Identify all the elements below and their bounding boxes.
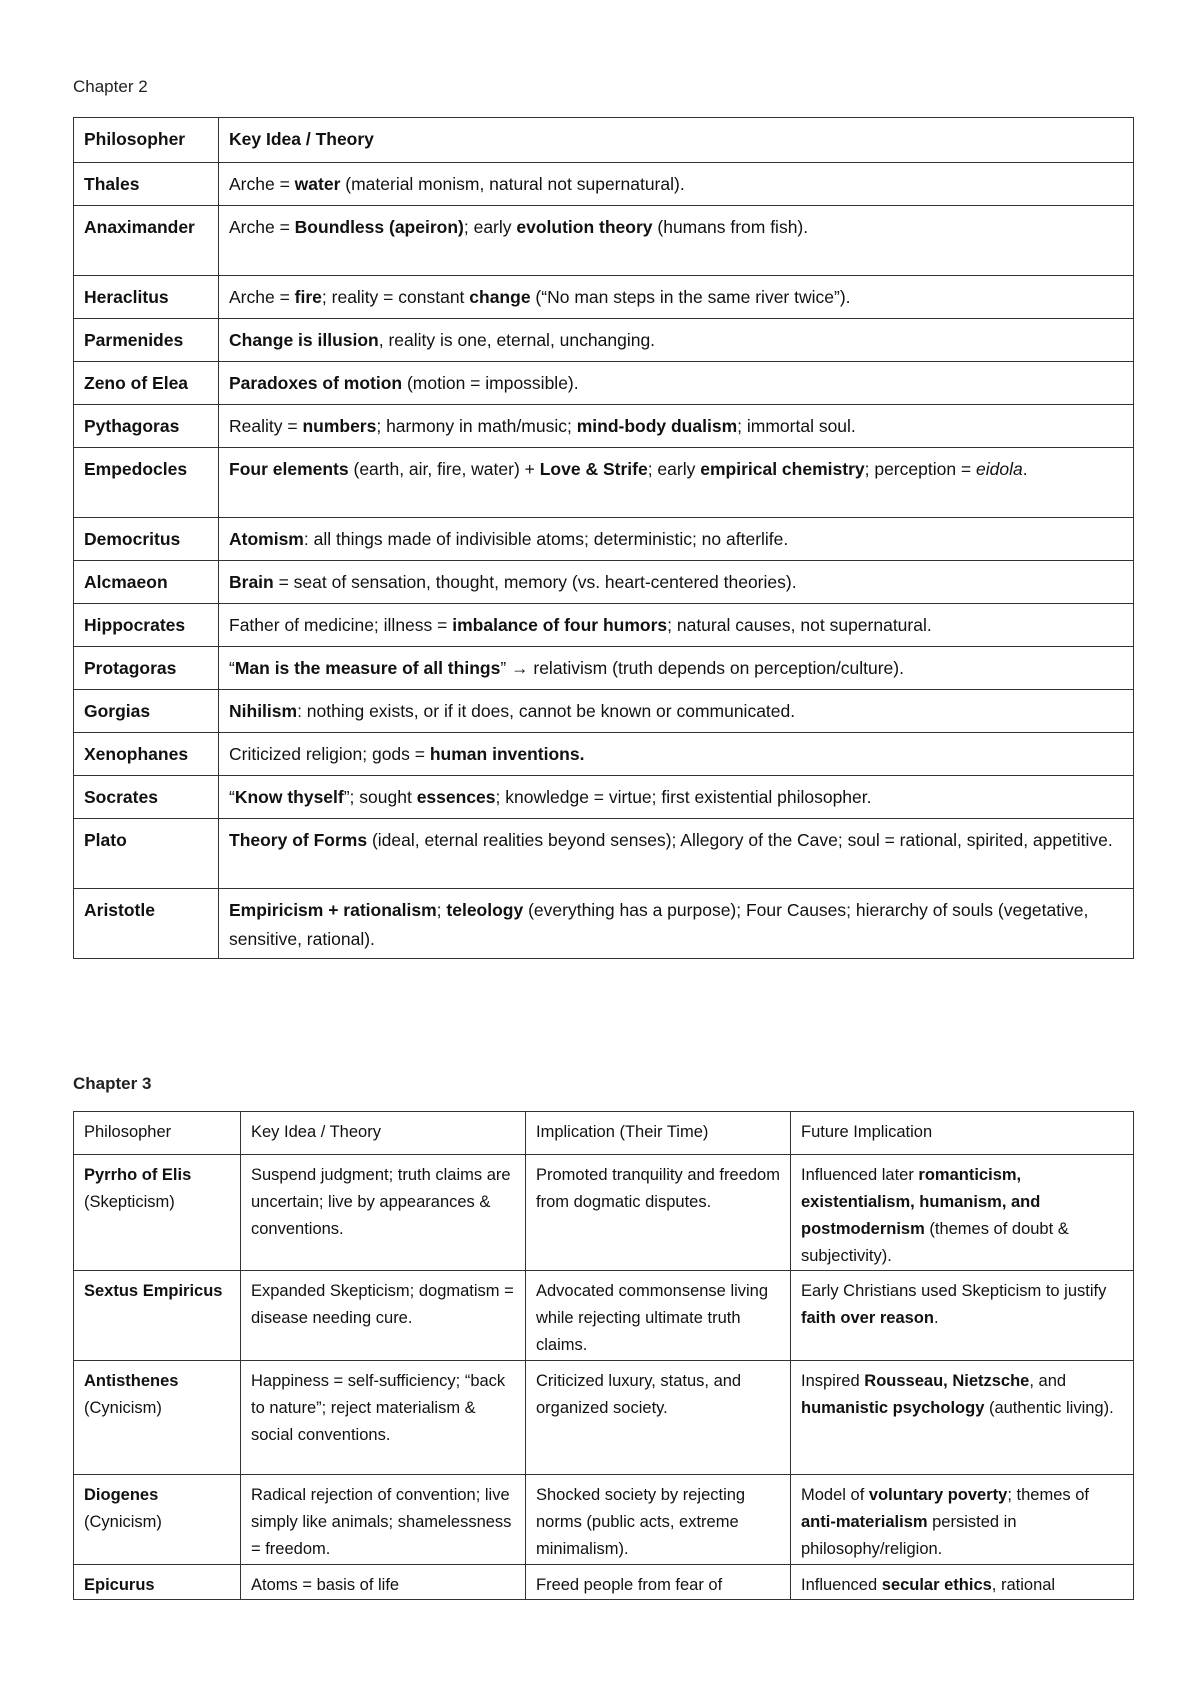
key-idea-cell (219, 163, 1134, 206)
text-run: ; natural causes, not supernatural. (667, 615, 932, 635)
chapter-3-table (73, 1111, 1134, 1600)
key-idea-cell (219, 362, 1134, 405)
philosopher-cell (74, 1155, 241, 1271)
key-idea-cell (219, 819, 1134, 889)
table-row (74, 1361, 1134, 1475)
text-run: (“No man steps in the same river twice”). (530, 287, 851, 307)
text-run: Arche = (229, 287, 295, 307)
future-implication-cell (791, 1475, 1134, 1565)
text-run: Criticized luxury, status, and organized society. (536, 1372, 742, 1417)
text-run: imbalance of four humors (452, 615, 668, 635)
key-idea-cell (219, 405, 1134, 448)
text-run: Father of medicine; illness = (229, 615, 453, 635)
text-run: faith over reason (801, 1309, 934, 1327)
text-run: (authentic living). (984, 1399, 1114, 1417)
text-run: secular ethics (881, 1576, 992, 1594)
philosopher-cell (74, 1565, 241, 1600)
text-run: anti-materialism (801, 1513, 928, 1531)
text-run: , reality is one, eternal, unchanging. (378, 330, 656, 350)
key-idea-cell (219, 518, 1134, 561)
text-run: Theory of Forms (229, 830, 368, 850)
table-row (74, 206, 1134, 276)
key-idea-cell (241, 1271, 526, 1361)
philosopher-name: Gorgias (74, 690, 219, 733)
text-run: Inspired (801, 1372, 865, 1390)
text-run: Arche = (229, 174, 295, 194)
table-header-row (74, 1112, 1134, 1155)
text-run: Promoted tranquility and freedom from dogmatic disputes. (536, 1166, 780, 1211)
text-run: human inventions. (429, 744, 585, 764)
table-row (74, 604, 1134, 647)
table-row (74, 776, 1134, 819)
table-row (74, 163, 1134, 206)
text-run: essences (416, 787, 496, 807)
text-run: Model of (801, 1486, 869, 1504)
text-run: Freed people from fear of (536, 1576, 723, 1594)
table-row (74, 448, 1134, 518)
text-run: ; (436, 900, 447, 920)
text-run: Brain (229, 572, 274, 592)
implication-cell (526, 1361, 791, 1475)
philosopher-name: Zeno of Elea (74, 362, 219, 405)
philosopher-cell (74, 1361, 241, 1475)
text-run: romanticism, existentialism, humanism, and postmodernism (801, 1166, 1041, 1238)
text-run: eidola (976, 459, 1023, 479)
chapter-3-heading: Chapter 3 (73, 1074, 152, 1093)
text-run: Criticized religion; gods = (229, 744, 430, 764)
philosopher-name: Aristotle (74, 889, 219, 959)
text-run: Expanded Skepticism; dogmatism = disease needing cure. (251, 1282, 514, 1327)
text-run: Pyrrho of Elis (84, 1166, 192, 1184)
text-run: ; themes of (1007, 1486, 1089, 1504)
table-header-row (74, 118, 1134, 163)
key-idea-cell (219, 206, 1134, 276)
text-run: Boundless (apeiron) (294, 217, 464, 237)
text-run: change (469, 287, 531, 307)
key-idea-cell (241, 1475, 526, 1565)
text-run: Know thyself (234, 787, 344, 807)
text-run: Nihilism (229, 701, 298, 721)
text-run: (Cynicism) (84, 1513, 162, 1531)
philosopher-name: Alcmaeon (74, 561, 219, 604)
text-run: Paradoxes of motion (229, 373, 403, 393)
table-row (74, 1155, 1134, 1271)
text-run: ; early (463, 217, 517, 237)
text-run: (Skepticism) (84, 1193, 175, 1211)
text-run: ; early (647, 459, 701, 479)
text-run: evolution theory (516, 217, 653, 237)
text-run: teleology (446, 900, 524, 920)
text-run: Happiness = self-sufficiency; “back to nature”; reject materialism & social conventions. (251, 1372, 506, 1444)
key-idea-cell (219, 276, 1134, 319)
implication-cell (526, 1271, 791, 1361)
text-run: . (933, 1309, 939, 1327)
text-run: Suspend judgment; truth claims are uncertain; live by appearances & conventions. (251, 1166, 511, 1238)
text-run: ; perception = (864, 459, 977, 479)
philosopher-name: Thales (74, 163, 219, 206)
text-run: (earth, air, fire, water) + (348, 459, 540, 479)
text-run: (material monism, natural not supernatural). (340, 174, 685, 194)
text-run: Love & Strife (539, 459, 648, 479)
text-run: Antisthenes (84, 1372, 179, 1390)
text-run: ” → relativism (truth depends on perception/culture). (500, 658, 904, 678)
key-idea-cell (219, 776, 1134, 819)
key-idea-cell (241, 1361, 526, 1475)
text-run: Advocated commonsense living while rejecting ultimate truth claims. (536, 1282, 769, 1354)
table-row (74, 733, 1134, 776)
key-idea-cell (219, 319, 1134, 362)
philosopher-name: Heraclitus (74, 276, 219, 319)
key-idea-cell (219, 448, 1134, 518)
text-run: Diogenes (84, 1486, 159, 1504)
text-run: (ideal, eternal realities beyond senses); Allegory of the Cave; soul = rational, spirited, appetitive. (367, 830, 1113, 850)
chapter-2-heading: Chapter 2 (73, 77, 148, 96)
text-run: (motion = impossible). (402, 373, 579, 393)
table-row (74, 561, 1134, 604)
text-run: (humans from fish). (652, 217, 809, 237)
key-idea-cell (219, 561, 1134, 604)
future-implication-cell (791, 1155, 1134, 1271)
text-run: Arche = (229, 217, 295, 237)
philosopher-name: Plato (74, 819, 219, 889)
text-run: Empiricism + rationalism (229, 900, 437, 920)
text-run: : all things made of indivisible atoms; deterministic; no afterlife. (303, 529, 789, 549)
text-run: Rousseau, Nietzsche (864, 1372, 1030, 1390)
implication-cell (526, 1475, 791, 1565)
header-key-idea: Key Idea / Theory (219, 118, 1134, 163)
table-row (74, 405, 1134, 448)
table-row (74, 819, 1134, 889)
text-run: ; reality = constant (321, 287, 470, 307)
philosopher-name: Anaximander (74, 206, 219, 276)
text-run: mind-body dualism (576, 416, 738, 436)
philosopher-name: Democritus (74, 518, 219, 561)
philosopher-name: Protagoras (74, 647, 219, 690)
philosopher-name: Hippocrates (74, 604, 219, 647)
philosopher-name: Socrates (74, 776, 219, 819)
text-run: , rational (991, 1576, 1056, 1594)
header-philosopher: Philosopher (74, 118, 219, 163)
text-run: ; immortal soul. (737, 416, 856, 436)
header-implication-their-time: Implication (Their Time) (526, 1112, 791, 1155)
text-run: Influenced (801, 1576, 882, 1594)
text-run: , and (1029, 1372, 1067, 1390)
text-run: Change is illusion (229, 330, 379, 350)
text-run: humanistic psychology (801, 1399, 985, 1417)
table-row (74, 647, 1134, 690)
table-row (74, 1565, 1134, 1600)
text-run: persisted in philosophy/religion. (801, 1513, 1017, 1558)
text-run: Sextus Empiricus (84, 1282, 223, 1300)
text-run: Man is the measure of all things (234, 658, 501, 678)
chapter-2-table (73, 117, 1134, 959)
future-implication-cell (791, 1565, 1134, 1600)
key-idea-cell (219, 733, 1134, 776)
table-row (74, 889, 1134, 959)
table-row (74, 690, 1134, 733)
philosopher-name: Xenophanes (74, 733, 219, 776)
key-idea-cell (219, 647, 1134, 690)
text-run: fire (294, 287, 322, 307)
text-run: = seat of sensation, thought, memory (vs. heart-centered theories). (273, 572, 797, 592)
text-run: Epicurus (84, 1576, 155, 1594)
future-implication-cell (791, 1271, 1134, 1361)
philosopher-cell (74, 1475, 241, 1565)
text-run: Early Christians used Skepticism to justify (801, 1282, 1107, 1300)
text-run: Radical rejection of convention; live simply like animals; shamelessness = freedom. (251, 1486, 512, 1558)
table-row (74, 362, 1134, 405)
table-row (74, 1475, 1134, 1565)
text-run: Atomism (229, 529, 304, 549)
philosopher-cell (74, 1271, 241, 1361)
text-run: Reality = (229, 416, 303, 436)
text-run: ; knowledge = virtue; first existential philosopher. (495, 787, 872, 807)
text-run: (Cynicism) (84, 1399, 162, 1417)
header-future-implication: Future Implication (791, 1112, 1134, 1155)
text-run: . (1022, 459, 1028, 479)
philosopher-name: Empedocles (74, 448, 219, 518)
future-implication-cell (791, 1361, 1134, 1475)
text-run: Shocked society by rejecting norms (public acts, extreme minimalism). (536, 1486, 746, 1558)
text-run: voluntary poverty (868, 1486, 1008, 1504)
header-philosopher: Philosopher (74, 1112, 241, 1155)
text-run: “ (229, 658, 235, 678)
text-run: (everything has a purpose); Four Causes; hierarchy of souls (vegetative, sensitive, rational). (229, 900, 1089, 949)
header-key-idea: Key Idea / Theory (241, 1112, 526, 1155)
text-run: Four elements (229, 459, 349, 479)
key-idea-cell (241, 1155, 526, 1271)
text-run: numbers (302, 416, 377, 436)
key-idea-cell (219, 889, 1134, 959)
text-run: ”; sought (343, 787, 417, 807)
table-row (74, 1271, 1134, 1361)
text-run: empirical chemistry (700, 459, 865, 479)
key-idea-cell (219, 690, 1134, 733)
key-idea-cell (219, 604, 1134, 647)
text-run: water (294, 174, 341, 194)
implication-cell (526, 1155, 791, 1271)
table-row (74, 276, 1134, 319)
philosopher-name: Parmenides (74, 319, 219, 362)
text-run: : nothing exists, or if it does, cannot be known or communicated. (297, 701, 796, 721)
text-run: (themes of doubt & subjectivity). (801, 1220, 1069, 1265)
text-run: Atoms = basis of life (251, 1576, 400, 1594)
implication-cell (526, 1565, 791, 1600)
text-run: Influenced later (801, 1166, 919, 1184)
text-run: “ (229, 787, 235, 807)
key-idea-cell (241, 1565, 526, 1600)
table-row (74, 319, 1134, 362)
philosopher-name: Pythagoras (74, 405, 219, 448)
table-row (74, 518, 1134, 561)
text-run: ; harmony in math/music; (376, 416, 577, 436)
